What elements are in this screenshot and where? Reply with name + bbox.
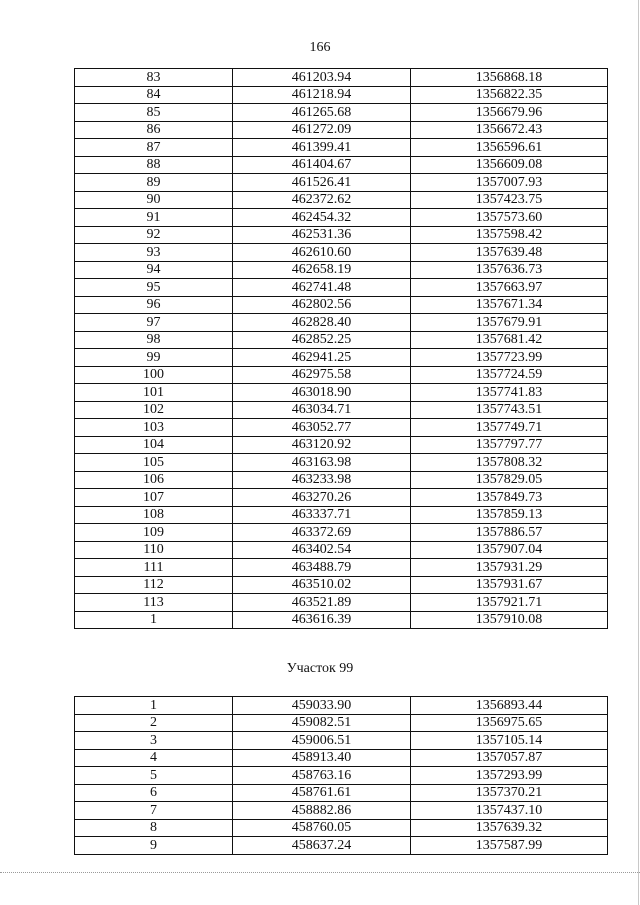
table-row	[75, 611, 608, 629]
y-coordinate-cell: 1357105.14	[411, 732, 608, 750]
y-coordinate-cell: 1357636.73	[411, 261, 608, 279]
table-row	[75, 401, 608, 419]
y-coordinate-cell: 1357437.10	[411, 802, 608, 820]
y-coordinate-cell: 1356975.65	[411, 714, 608, 732]
x-coordinate-cell: 462741.48	[233, 279, 411, 297]
point-number-cell: 91	[75, 209, 233, 227]
point-number-cell: 93	[75, 244, 233, 262]
point-number-cell: 5	[75, 767, 233, 785]
table-row	[75, 174, 608, 192]
x-coordinate-cell: 463270.26	[233, 489, 411, 507]
x-coordinate-cell: 461404.67	[233, 156, 411, 174]
y-coordinate-cell: 1357423.75	[411, 191, 608, 209]
x-coordinate-cell: 462802.56	[233, 296, 411, 314]
table-row	[75, 349, 608, 367]
table-row	[75, 749, 608, 767]
point-number-cell: 108	[75, 506, 233, 524]
table-row	[75, 454, 608, 472]
y-coordinate-cell: 1357749.71	[411, 419, 608, 437]
table-row	[75, 331, 608, 349]
table-row	[75, 524, 608, 542]
point-number-cell: 1	[75, 611, 233, 629]
y-coordinate-cell: 1357663.97	[411, 279, 608, 297]
y-coordinate-cell: 1356672.43	[411, 121, 608, 139]
y-coordinate-cell: 1356893.44	[411, 697, 608, 715]
point-number-cell: 1	[75, 697, 233, 715]
x-coordinate-cell: 463616.39	[233, 611, 411, 629]
point-number-cell: 112	[75, 576, 233, 594]
y-coordinate-cell: 1357859.13	[411, 506, 608, 524]
table-row	[75, 104, 608, 122]
x-coordinate-cell: 462658.19	[233, 261, 411, 279]
y-coordinate-cell: 1357679.91	[411, 314, 608, 332]
y-coordinate-cell: 1357573.60	[411, 209, 608, 227]
y-coordinate-cell: 1357681.42	[411, 331, 608, 349]
table-row	[75, 156, 608, 174]
table-row	[75, 559, 608, 577]
y-coordinate-cell: 1357057.87	[411, 749, 608, 767]
y-coordinate-cell: 1357921.71	[411, 594, 608, 612]
y-coordinate-cell: 1357797.77	[411, 436, 608, 454]
point-number-cell: 109	[75, 524, 233, 542]
y-coordinate-cell: 1357907.04	[411, 541, 608, 559]
x-coordinate-cell: 463018.90	[233, 384, 411, 402]
y-coordinate-cell: 1357910.08	[411, 611, 608, 629]
coordinates-table	[74, 68, 608, 629]
scan-edge-line	[638, 0, 639, 905]
y-coordinate-cell: 1357829.05	[411, 471, 608, 489]
y-coordinate-cell: 1356822.35	[411, 86, 608, 104]
point-number-cell: 107	[75, 489, 233, 507]
section-title: Участок 99	[286, 661, 354, 676]
x-coordinate-cell: 462852.25	[233, 331, 411, 349]
x-coordinate-cell: 463233.98	[233, 471, 411, 489]
point-number-cell: 100	[75, 366, 233, 384]
table-row	[75, 489, 608, 507]
x-coordinate-cell: 463337.71	[233, 506, 411, 524]
x-coordinate-cell: 463510.02	[233, 576, 411, 594]
x-coordinate-cell: 458760.05	[233, 819, 411, 837]
y-coordinate-cell: 1357639.32	[411, 819, 608, 837]
point-number-cell: 103	[75, 419, 233, 437]
table-row	[75, 69, 608, 87]
point-number-cell: 97	[75, 314, 233, 332]
x-coordinate-cell: 462531.36	[233, 226, 411, 244]
point-number-cell: 6	[75, 784, 233, 802]
table-row	[75, 802, 608, 820]
point-number-cell: 98	[75, 331, 233, 349]
point-number-cell: 88	[75, 156, 233, 174]
point-number-cell: 7	[75, 802, 233, 820]
x-coordinate-cell: 461272.09	[233, 121, 411, 139]
table-row	[75, 209, 608, 227]
y-coordinate-cell: 1357598.42	[411, 226, 608, 244]
x-coordinate-cell: 463052.77	[233, 419, 411, 437]
x-coordinate-cell: 462610.60	[233, 244, 411, 262]
table-row	[75, 191, 608, 209]
point-number-cell: 89	[75, 174, 233, 192]
scan-artifact-line	[0, 872, 640, 873]
y-coordinate-cell: 1357849.73	[411, 489, 608, 507]
y-coordinate-cell: 1356596.61	[411, 139, 608, 157]
point-number-cell: 101	[75, 384, 233, 402]
table-row	[75, 279, 608, 297]
x-coordinate-cell: 461526.41	[233, 174, 411, 192]
x-coordinate-cell: 458637.24	[233, 837, 411, 855]
table-row	[75, 86, 608, 104]
y-coordinate-cell: 1357587.99	[411, 837, 608, 855]
point-number-cell: 94	[75, 261, 233, 279]
point-number-cell: 90	[75, 191, 233, 209]
table-row	[75, 419, 608, 437]
point-number-cell: 8	[75, 819, 233, 837]
table-row	[75, 139, 608, 157]
x-coordinate-cell: 462828.40	[233, 314, 411, 332]
x-coordinate-cell: 463402.54	[233, 541, 411, 559]
y-coordinate-cell: 1357931.67	[411, 576, 608, 594]
x-coordinate-cell: 461265.68	[233, 104, 411, 122]
x-coordinate-cell: 459082.51	[233, 714, 411, 732]
table-row	[75, 714, 608, 732]
x-coordinate-cell: 462372.62	[233, 191, 411, 209]
table-row	[75, 506, 608, 524]
point-number-cell: 86	[75, 121, 233, 139]
point-number-cell: 99	[75, 349, 233, 367]
table-row	[75, 576, 608, 594]
point-number-cell: 104	[75, 436, 233, 454]
y-coordinate-cell: 1357293.99	[411, 767, 608, 785]
table-row	[75, 314, 608, 332]
x-coordinate-cell: 462975.58	[233, 366, 411, 384]
table-row	[75, 837, 608, 855]
y-coordinate-cell: 1357007.93	[411, 174, 608, 192]
point-number-cell: 4	[75, 749, 233, 767]
point-number-cell: 102	[75, 401, 233, 419]
table-row	[75, 121, 608, 139]
x-coordinate-cell: 463372.69	[233, 524, 411, 542]
point-number-cell: 95	[75, 279, 233, 297]
point-number-cell: 105	[75, 454, 233, 472]
point-number-cell: 106	[75, 471, 233, 489]
point-number-cell: 110	[75, 541, 233, 559]
table-row	[75, 226, 608, 244]
x-coordinate-cell: 462941.25	[233, 349, 411, 367]
point-number-cell: 83	[75, 69, 233, 87]
table-row	[75, 594, 608, 612]
x-coordinate-cell: 463034.71	[233, 401, 411, 419]
point-number-cell: 96	[75, 296, 233, 314]
x-coordinate-cell: 463120.92	[233, 436, 411, 454]
y-coordinate-cell: 1356679.96	[411, 104, 608, 122]
y-coordinate-cell: 1357931.29	[411, 559, 608, 577]
point-number-cell: 3	[75, 732, 233, 750]
x-coordinate-cell: 463488.79	[233, 559, 411, 577]
x-coordinate-cell: 458763.16	[233, 767, 411, 785]
x-coordinate-cell: 458913.40	[233, 749, 411, 767]
point-number-cell: 113	[75, 594, 233, 612]
point-number-cell: 84	[75, 86, 233, 104]
table-row	[75, 732, 608, 750]
table-row	[75, 384, 608, 402]
table-row	[75, 244, 608, 262]
point-number-cell: 2	[75, 714, 233, 732]
x-coordinate-cell: 459006.51	[233, 732, 411, 750]
table-row	[75, 471, 608, 489]
x-coordinate-cell: 462454.32	[233, 209, 411, 227]
page-number: 166	[309, 40, 331, 55]
y-coordinate-cell: 1357639.48	[411, 244, 608, 262]
table-row	[75, 767, 608, 785]
table-row	[75, 296, 608, 314]
x-coordinate-cell: 459033.90	[233, 697, 411, 715]
y-coordinate-cell: 1357886.57	[411, 524, 608, 542]
point-number-cell: 92	[75, 226, 233, 244]
y-coordinate-cell: 1357741.83	[411, 384, 608, 402]
point-number-cell: 87	[75, 139, 233, 157]
x-coordinate-cell: 463521.89	[233, 594, 411, 612]
x-coordinate-cell: 461218.94	[233, 86, 411, 104]
table-row	[75, 261, 608, 279]
table-row	[75, 541, 608, 559]
table-row	[75, 784, 608, 802]
table-row	[75, 436, 608, 454]
y-coordinate-cell: 1357671.34	[411, 296, 608, 314]
y-coordinate-cell: 1357723.99	[411, 349, 608, 367]
y-coordinate-cell: 1357370.21	[411, 784, 608, 802]
x-coordinate-cell: 463163.98	[233, 454, 411, 472]
y-coordinate-cell: 1357724.59	[411, 366, 608, 384]
x-coordinate-cell: 458761.61	[233, 784, 411, 802]
table-row	[75, 366, 608, 384]
table-row	[75, 697, 608, 715]
point-number-cell: 9	[75, 837, 233, 855]
y-coordinate-cell: 1357808.32	[411, 454, 608, 472]
y-coordinate-cell: 1356868.18	[411, 69, 608, 87]
section-99-coordinates-table	[74, 696, 608, 855]
point-number-cell: 111	[75, 559, 233, 577]
y-coordinate-cell: 1357743.51	[411, 401, 608, 419]
point-number-cell: 85	[75, 104, 233, 122]
x-coordinate-cell: 458882.86	[233, 802, 411, 820]
x-coordinate-cell: 461399.41	[233, 139, 411, 157]
table-row	[75, 819, 608, 837]
y-coordinate-cell: 1356609.08	[411, 156, 608, 174]
x-coordinate-cell: 461203.94	[233, 69, 411, 87]
